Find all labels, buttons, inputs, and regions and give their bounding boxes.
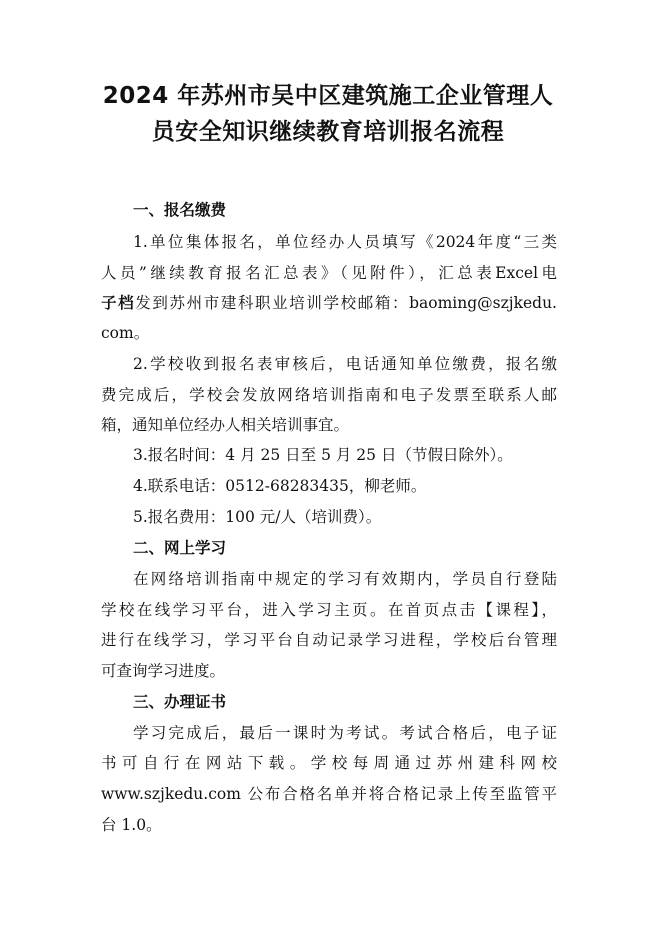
paragraph-line: 3.报名时间：4 月 25 日至 5 月 25 日（节假日除外）。 — [133, 446, 513, 464]
bold-text: 子档 — [101, 294, 136, 312]
document-title — [60, 78, 596, 150]
title-line-1: 2024 年苏州市吴中区建筑施工企业管理人 — [102, 83, 554, 109]
paragraph-line: 书可自行在网站下载。学校每周通过苏州建科网校 — [101, 754, 557, 772]
paragraph-line: 费完成后，学校会发放网络培训指南和电子发票至联系人邮 — [101, 386, 557, 404]
paragraph-line: 箱，通知单位经办人相关培训事宜。 — [101, 416, 350, 434]
paragraph-line: 台 1.0。 — [101, 816, 162, 834]
paragraph-line: com。 — [101, 324, 150, 342]
section-heading-registration: 一、报名缴费 — [133, 201, 227, 219]
paragraph-line: 1.单位集体报名，单位经办人员填写《2024年度“三类 — [133, 233, 557, 251]
paragraph-line: www.szjkedu.com 公布合格名单并将合格记录上传至监管平 — [101, 785, 557, 803]
paragraph-line: 学校在线学习平台，进入学习主页。在首页点击【课程】， — [101, 601, 557, 619]
paragraph-line: 学习完成后，最后一课时为考试。考试合格后，电子证 — [133, 724, 557, 742]
paragraph-line: 4.联系电话：0512-68283435，柳老师。 — [133, 477, 427, 495]
section-heading-online-study: 二、网上学习 — [133, 539, 227, 557]
paragraph-line: 进行在线学习，学习平台自动记录学习进程，学校后台管理 — [101, 631, 557, 649]
email-text: 发到苏州市建科职业培训学校邮箱：baoming@szjkedu. — [135, 294, 557, 312]
paragraph-line: 人员”继续教育报名汇总表》（见附件），汇总表Excel电 — [101, 264, 557, 282]
title-line-2: 员安全知识继续教育培训报名流程 — [151, 119, 505, 145]
paragraph-line: 可查询学习进度。 — [101, 662, 226, 680]
paragraph-line: 2.学校收到报名表审核后，电话通知单位缴费，报名缴 — [133, 355, 557, 373]
section-heading-certificate: 三、办理证书 — [133, 693, 227, 711]
paragraph-line: 5.报名费用：100 元/人（培训费）。 — [133, 508, 382, 526]
paragraph-line: 在网络培训指南中规定的学习有效期内，学员自行登陆 — [133, 570, 557, 588]
paragraph-line — [101, 293, 557, 313]
